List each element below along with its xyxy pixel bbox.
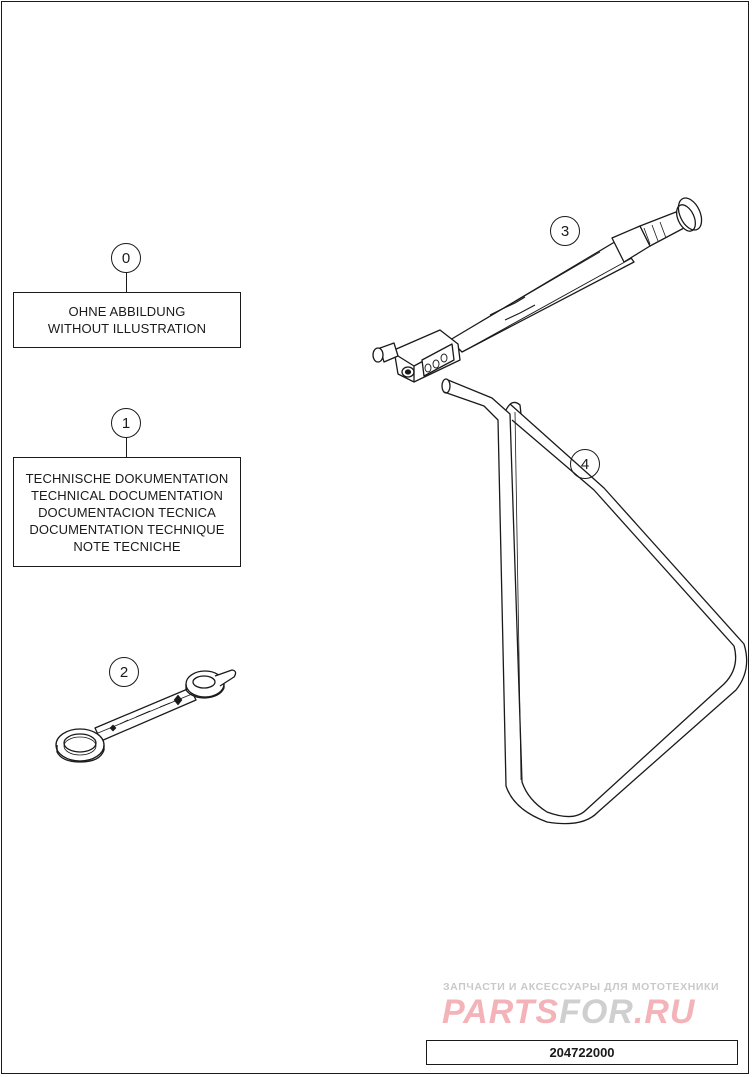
watermark-logo bbox=[442, 993, 695, 1032]
callout-2: 2 bbox=[109, 657, 139, 687]
side-stand-icon bbox=[442, 379, 747, 824]
tech-doc-line-es: DOCUMENTACION TECNICA bbox=[38, 504, 216, 520]
callout-1: 1 bbox=[111, 408, 141, 438]
watermark-logo-ru: .RU bbox=[633, 993, 696, 1031]
without-illustration-line-en: WITHOUT ILLUSTRATION bbox=[47, 321, 207, 336]
callout-0: 0 bbox=[111, 243, 141, 273]
watermark-subtitle: ЗАПЧАСТИ И АКСЕССУАРЫ ДЛЯ МОТОТЕХНИКИ bbox=[443, 981, 720, 993]
part-number: 204722000 bbox=[549, 1045, 615, 1060]
watermark-logo-for: FOR bbox=[559, 993, 634, 1031]
tech-doc-line-fr: DOCUMENTATION TECHNIQUE bbox=[29, 521, 225, 537]
tech-doc-line-de: TECHNISCHE DOKUMENTATION bbox=[25, 470, 229, 486]
watermark-logo-parts: PARTS bbox=[442, 993, 560, 1031]
wrench-icon bbox=[56, 670, 236, 762]
without-illustration-line-de: OHNE ABBILDUNG bbox=[68, 304, 186, 319]
part-number-box bbox=[426, 1040, 738, 1065]
callout-4: 4 bbox=[570, 449, 600, 479]
suspension-pump-icon bbox=[373, 194, 706, 382]
tech-doc-line-it: NOTE TECNICHE bbox=[73, 538, 181, 554]
callout-3: 3 bbox=[550, 216, 580, 246]
tech-doc-line-en: TECHNICAL DOCUMENTATION bbox=[30, 487, 223, 503]
